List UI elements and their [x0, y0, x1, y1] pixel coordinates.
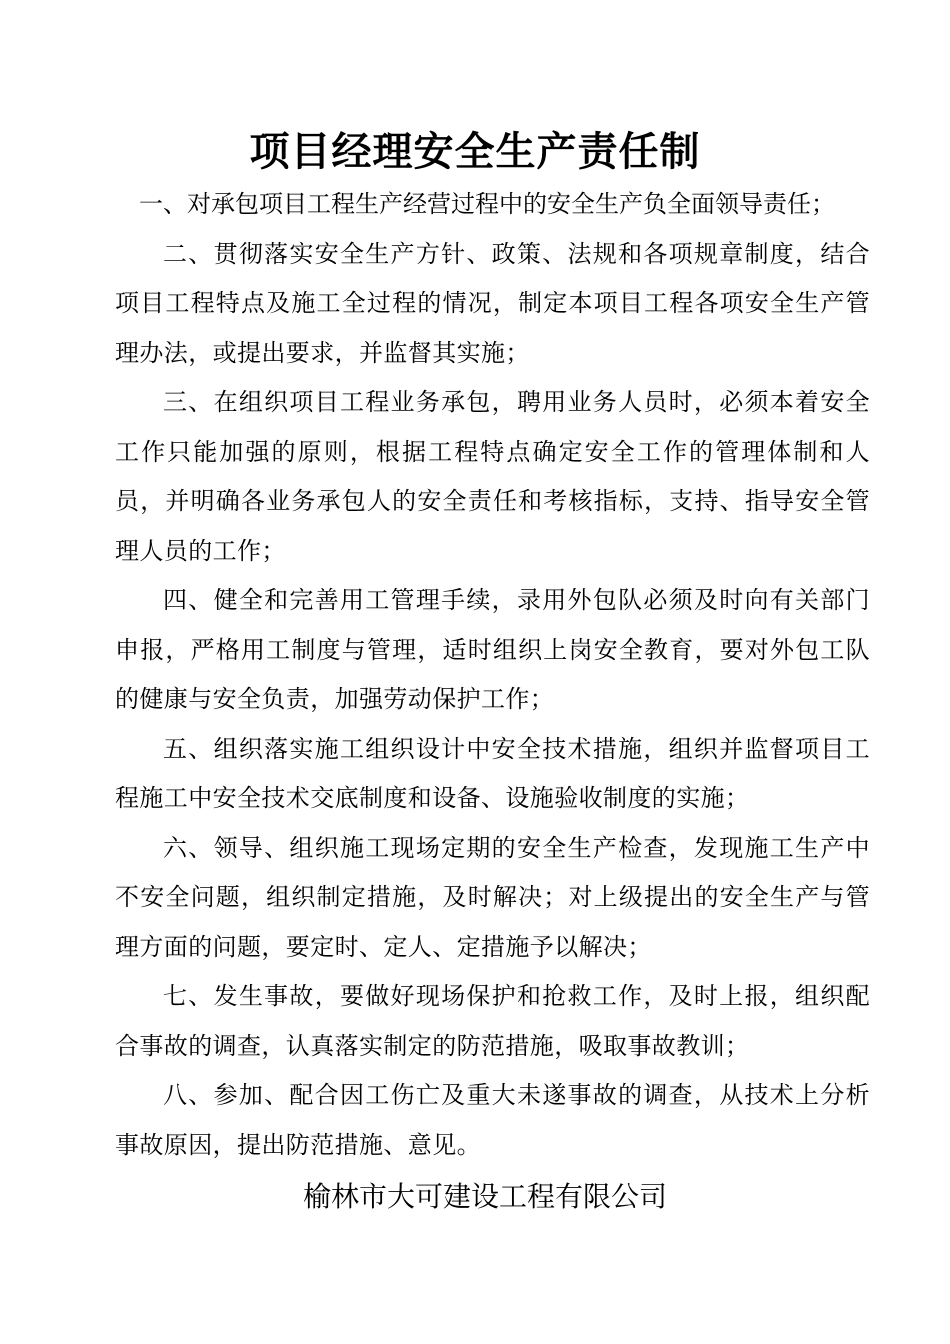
paragraph-3: 三、在组织项目工程业务承包，聘用业务人员时，必须本着安全工作只能加强的原则，根据工程特点确定安全工作的管理体制和人员，并明确各业务承包人的安全责任和考核指标，支持、指导安全管理人员的工作； [115, 388, 870, 565]
paragraph-2: 二、贯彻落实安全生产方针、政策、法规和各项规章制度，结合项目工程特点及施工全过程的情况，制定本项目工程各项安全生产管理办法，或提出要求，并监督其实施； [115, 239, 870, 367]
paragraph-8: 八、参加、配合因工伤亡及重大未遂事故的调查，从技术上分析事故原因，提出防范措施、意见。 [115, 1081, 870, 1159]
document-body [115, 180, 870, 1170]
paragraph-7: 七、发生事故，要做好现场保护和抢救工作，及时上报，组织配合事故的调查，认真落实制定的防范措施，吸取事故教训； [115, 982, 870, 1060]
document-title: 项目经理安全生产责任制 [249, 128, 701, 175]
paragraph-5: 五、组织落实施工组织设计中安全技术措施，组织并监督项目工程施工中安全技术交底制度和设备、设施验收制度的实施； [115, 734, 870, 812]
paragraph-4: 四、健全和完善用工管理手续，录用外包队必须及时向有关部门申报，严格用工制度与管理，适时组织上岗安全教育，要对外包工队的健康与安全负责，加强劳动保护工作； [115, 586, 870, 713]
paragraph-6: 六、领导、组织施工现场定期的安全生产检查，发现施工生产中不安全问题，组织制定措施，及时解决；对上级提出的安全生产与管理方面的问题，要定时、定人、定措施予以解决； [115, 833, 870, 961]
paragraph-1: 一、对承包项目工程生产经营过程中的安全生产负全面领导责任； [139, 190, 835, 218]
company-name: 榆林市大可建设工程有限公司 [302, 1180, 667, 1213]
